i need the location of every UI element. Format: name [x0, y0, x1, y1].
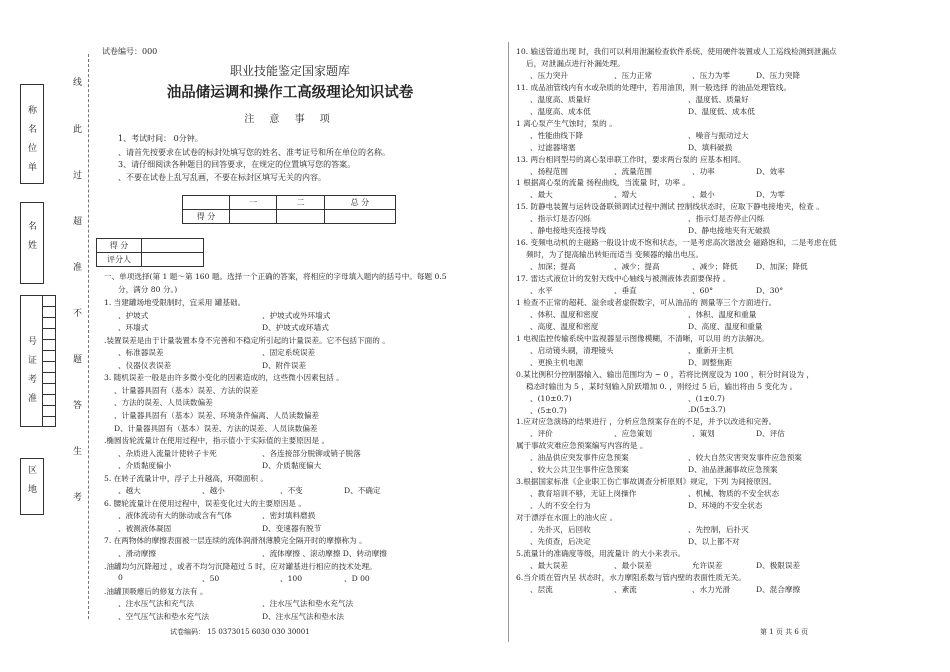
- org-title: 职业技能鉴定国家题库: [229, 64, 350, 78]
- option-b: 、先控制，后扑灭: [688, 525, 749, 534]
- option-b: 、注水压气法和垫水充气法: [262, 599, 354, 609]
- option-a: 、人的不安全行为: [530, 501, 591, 511]
- question-stem: 3.根据国家标准《企业职工伤亡事故调查分析原则》规定，下列 为间接原因。: [516, 477, 777, 487]
- gutter-char: 题: [73, 355, 83, 365]
- option-line: 、方法的误差、人员读数偏差: [114, 398, 213, 408]
- question-stem: 5. 在转子流量计中，浮子上升越高，环隙面积 。: [104, 473, 268, 483]
- option-a: 、(5±0.7): [530, 405, 567, 415]
- option-a: 、更换主机电源: [530, 357, 584, 367]
- question-stem: 1 根据离心泵的流量 扬程曲线，当流量 时，功率 。: [516, 178, 690, 188]
- gutter-char: 生: [73, 447, 83, 457]
- question-stem: 1 离心泵产生气蚀时，泵的 。: [516, 118, 617, 128]
- option-a: 、环墙式: [118, 323, 149, 333]
- exam-id-box: [20, 295, 44, 427]
- option-b: 、应急策划: [614, 429, 652, 439]
- option-d: D、不确定: [344, 486, 381, 496]
- score-row-label: 得 分: [183, 210, 230, 224]
- option-b: D、油品泄漏事故应急预案: [688, 465, 778, 475]
- option-a: 、加深；提高: [530, 262, 576, 272]
- option-b: D、温度低、成本低: [688, 106, 755, 116]
- notice-item: 、请首先按要求在试卷的标封处填写您的姓名、准考证号和所在单位的名称。: [118, 148, 390, 157]
- option-b: D、填料破损: [688, 142, 733, 152]
- option-c: 、100: [280, 574, 303, 584]
- option-a: 、滑动摩擦: [118, 549, 156, 558]
- option-a: 、压力突升: [530, 70, 568, 80]
- question-stem: .装置误差是由于计量装置本身不完善和不稳定所引起的计量误差。它不包括下面的 。: [104, 335, 390, 345]
- question-stem: 16. 变频电动机的主磁路一般设计成不饱和状态，一是考虑高次谐波会 磁路饱和，二是考虑在低: [516, 238, 837, 248]
- option-a: 、扬程范围: [530, 166, 568, 176]
- option-d: D、为零: [756, 190, 785, 200]
- option-d: D、极限误差: [756, 560, 801, 570]
- question-stem: .椭圆齿轮流量计在使用过程中，指示值小于实际值的主要原因是 。: [104, 436, 330, 446]
- section-instruction: 一、单项选择(第 1 题～第 160 题。选择一个正确的答案，将相应的字母填入题内的括号中。每题 0.5: [104, 272, 447, 281]
- option-a: 、空气压气法和垫水充气法: [118, 611, 210, 621]
- option-c: 、不变: [280, 486, 303, 496]
- option-b: 、垂直: [614, 286, 637, 295]
- option-d: 、D 00: [344, 574, 370, 584]
- option-d: D、加深；降低: [756, 262, 808, 272]
- option-line: 、计量器具固有（基本）误差、环境条件偏离、人员读数偏差: [114, 410, 320, 420]
- question-stem: 对于漂浮在水面上的油火应 。: [516, 513, 618, 523]
- option-b: 、噪音与振动过大: [688, 130, 749, 140]
- option-c: 、60°: [692, 286, 714, 295]
- question-stem: 3. 随机误差一般是由许多微小变化的因素造成的，这些微小因素包括 。: [104, 373, 344, 383]
- option-b: D、附件误差: [262, 360, 307, 370]
- option-a: 、被测液体凝固: [118, 523, 172, 533]
- option-b: D、以上都不对: [688, 536, 740, 546]
- option-b: 、50: [202, 574, 220, 584]
- question-stem: 1 检查不正常的超耗、溢余或者虚假数字，可从油品的 测量等三个方面进行。: [516, 297, 777, 307]
- option-a: 、最大: [530, 190, 553, 200]
- question-stem: .油罐顶吸瘪后的修复方法有 。: [104, 586, 208, 596]
- option-b: D、高度、温度和重量: [688, 321, 763, 331]
- grader-table: [96, 238, 204, 267]
- option-b: 、护坡式或外环墙式: [262, 310, 331, 320]
- option-b: 、重新开主机: [688, 345, 734, 355]
- question-stem: 11. 成品油管线内有水或杂质的处理中，若用油顶，则一般选择 的油品处理管线。: [516, 82, 792, 92]
- notice-item: 1、考试时间： 0分钟。: [118, 134, 203, 143]
- option-a: 、护坡式: [118, 310, 149, 320]
- option-b: D、护坡式或环墙式: [262, 323, 329, 333]
- option-d: D、压力突降: [756, 70, 801, 80]
- name-box: [20, 202, 44, 284]
- question-stem: 1. 当建罐场地受限制时，宜采用 罐基础。: [104, 298, 246, 307]
- score-cell: [324, 210, 395, 224]
- option-b: D、注水压气法和垫水法: [262, 611, 345, 621]
- gutter-char: 准: [73, 263, 83, 273]
- option-a: 、油品供应突发事件应急预案: [530, 453, 629, 463]
- page-number: 第 1 页 共 6 页: [760, 628, 809, 636]
- exam-id-label: 号证考准: [26, 336, 36, 412]
- option-b: 、温度低、质量好: [688, 94, 749, 104]
- option-a: 、评价: [530, 429, 553, 439]
- option-a: 、越大: [118, 486, 141, 496]
- question-stem: 7. 在两物体的摩擦表面被一层连续的流体润滑剂薄膜完全隔开时的摩擦称为 。: [104, 536, 367, 546]
- name-label: 名姓: [26, 221, 36, 259]
- question-stem: 15. 防静电装置与运转设备联锁调试过程中测试 控制线状态时，应取下静电接地夹，检查 。: [516, 202, 824, 212]
- option-a: 、标准器误差: [118, 348, 164, 358]
- notice-title: 注 意 事 项: [244, 114, 336, 125]
- option-a: 、教育培训不够，无证上岗操作: [530, 489, 637, 499]
- binding-dashed-line: [88, 54, 89, 619]
- option-d: D、评估: [756, 429, 785, 439]
- option-a: 、先侦查，后决定: [530, 536, 591, 546]
- question-stem: .油罐均匀沉降超过 ，或者不均匀沉降超过 5 时，应对罐基进行相应的技术处理。: [104, 561, 377, 571]
- question-stem: 13. 两台相同型号的离心泵串联工作时，要求两台泵的 应基本相同。: [516, 154, 746, 164]
- option-c: 、最小: [692, 190, 715, 200]
- footer-code: 试卷编码： 15 0373015 6030 030 30001: [170, 628, 310, 636]
- option-a: 、指示灯是否闪烁: [530, 214, 591, 224]
- option-a: 、层流: [530, 584, 553, 594]
- score-cell: [277, 210, 324, 224]
- grader-label: 评分人: [97, 253, 142, 267]
- notice-item: 3、请仔细阅读各种题目的回答要求，在规定的位置填写您的答案。: [118, 160, 356, 169]
- question-stem: 属于事故灾难应急预案编写内容的是 。: [516, 441, 648, 451]
- option-a: 、介质黏度偏小: [118, 461, 172, 471]
- score-header-cell: 二: [277, 196, 324, 210]
- question-stem: 10. 输送管道出现 时，我们可以利用泄漏检查软件系统、使用硬件装置或人工巡线检测到泄漏点: [516, 47, 837, 56]
- option-c: 、水力光滑: [692, 584, 730, 594]
- option-a: 、注水压气法和充气法: [118, 599, 194, 609]
- score-table: [182, 195, 396, 224]
- region-box: [20, 458, 44, 515]
- option-b: 、最小误差: [614, 560, 652, 570]
- option-a: 、性能曲线下降: [530, 130, 584, 140]
- gutter-char: 超: [73, 217, 83, 227]
- option-b: 、体积、温度和重量: [688, 309, 757, 319]
- option-a: 、静电接地夹连接导线: [530, 226, 606, 236]
- option-a: 、最大误差: [530, 560, 568, 570]
- option-b: 、固定系统误差: [262, 348, 316, 358]
- question-stem: 1 电视监控传输系统中监视器显示图像模糊，不清晰，可以用 的方法解决。: [516, 333, 769, 343]
- option-b: 、各连接部分脱铆或销子脱落: [262, 448, 361, 458]
- exam-code: 试卷编号：000: [102, 47, 158, 56]
- option-b: 、较大自然灾害突发事件应急预案: [688, 453, 802, 463]
- option-b: D、介质黏度偏大: [262, 461, 322, 471]
- option-a: 、启动镜头刷，清理镜头: [530, 345, 614, 355]
- gutter-char: 不: [73, 309, 83, 319]
- option-b: 、越小: [202, 486, 225, 496]
- gutter-char: 过: [73, 171, 83, 181]
- score-cell: [230, 210, 277, 224]
- option-c: 、功率: [692, 166, 715, 176]
- option-b: 、紊流: [614, 584, 637, 594]
- region-label: 区地: [26, 465, 36, 503]
- question-stem: 5.流量计的准确度等级，用流量计 的大小来表示。: [516, 548, 686, 558]
- option-c: 允许误差: [692, 560, 723, 570]
- gutter-char: 线: [73, 78, 83, 88]
- option-line: 、计量器具固有（基本）误差、方法的误差: [114, 385, 259, 395]
- option-b: .D(5±3.7): [688, 404, 726, 414]
- score-header-cell: 一: [230, 196, 277, 210]
- option-a: 、较大公共卫生事件应急预案: [530, 465, 629, 475]
- question-stem: 0.某比例积分控制器输入、输出范围均为 ~ 0 ，若将比例度设为 100 ，积分时间设为 ，: [516, 369, 815, 379]
- page-title: 油品储运调和操作工高级理论知识试卷: [166, 85, 414, 101]
- option-c: 、减少；降低: [692, 262, 738, 272]
- option-b: 、流体摩擦 、滚动摩擦 D、转动摩擦: [262, 549, 387, 558]
- exam-id-grid: [42, 295, 56, 427]
- option-a: 、液体流动有大的脉动或含有气体: [118, 511, 232, 521]
- grader-label: 得 分: [97, 239, 142, 253]
- grader-cell: [142, 239, 204, 253]
- option-d: D、30°: [756, 286, 784, 295]
- option-d: D、效率: [756, 166, 785, 176]
- option-c: 、策划: [692, 429, 715, 439]
- unit-name-box: [20, 84, 44, 184]
- gutter-char: 答: [73, 401, 83, 411]
- option-a: 、高度、温度和密度: [530, 321, 599, 331]
- question-stem: 6. 腰轮流量计在使用过程中，误差变化过大的主要原因是 。: [104, 498, 306, 508]
- option-a: 、体积、温度和密度: [530, 309, 599, 319]
- option-a: 、水平: [530, 286, 553, 295]
- option-line: 后，对泄漏点进行补漏处理。: [526, 58, 625, 68]
- option-b: D、静电接地夹有无破损: [688, 226, 771, 236]
- notice-item: 、不要在试卷上乱写乱画，不要在标封区填写无关的内容。: [118, 173, 326, 182]
- option-a: 、温度高、成本低: [530, 106, 591, 116]
- option-a: 、杂质进入流量计使转子卡死: [118, 448, 217, 458]
- score-header-cell: 总 分: [324, 196, 395, 210]
- option-b: 、压力正常: [614, 70, 652, 80]
- option-a: 、温度高、质量好: [530, 94, 591, 104]
- gutter-char: 考: [73, 493, 83, 503]
- option-a: 、先扑灭，后回收: [530, 525, 591, 534]
- question-stem: 1.应对应急演练的结果进行 ，分析应急预案存在的不足，并予以改进和完善。: [516, 417, 777, 427]
- question-stem: 6.当介质在管内呈 状态时，水力摩阻系数与管内壁的表面性质无关。: [516, 572, 746, 582]
- option-b: 、(1±0.7): [688, 393, 725, 403]
- option-c: 、压力为零: [692, 70, 730, 80]
- option-b: D、环境的不安全状态: [688, 501, 763, 511]
- option-b: 、密封填料磨损: [262, 511, 316, 521]
- column-divider: [508, 42, 509, 642]
- question-stem: 17. 雷达式液位计的发射天线中心轴线与被测液体表面要保持 。: [516, 274, 731, 284]
- option-b: 、减少；提高: [614, 262, 660, 272]
- option-a: 、仪器仪表误差: [118, 360, 172, 370]
- option-b: 、机械、物质的不安全状态: [688, 489, 780, 499]
- option-a: 、过滤器堵塞: [530, 142, 576, 152]
- option-line: 频时，为了提高输出转矩而适当 变频器的输出电压。: [526, 250, 704, 260]
- unit-name-label: 称名位单: [26, 105, 36, 181]
- gutter-char: 此: [73, 125, 83, 135]
- option-b: 、增大: [614, 190, 637, 200]
- option-d: D、混合摩擦: [756, 584, 801, 594]
- option-line: 稳态时输出为 5 ，某时刻输入阶跃增加 0. ，则经过 5 后，输出将由 5 变化为 。: [526, 381, 798, 391]
- grader-cell: [142, 253, 204, 267]
- option-b: D、调整焦距: [688, 357, 733, 367]
- option-line: D、计量器具固有（基本）误差、方法的误差、人员读数偏差: [114, 423, 318, 433]
- option-b: 、指示灯是否停止闪烁: [688, 214, 764, 224]
- option-b: D、变速器有脱节: [262, 523, 322, 533]
- option-a: 、(10±0.7): [530, 393, 572, 403]
- section-instruction-cont: 分，满分 80 分。): [118, 285, 178, 294]
- option-a: 0: [118, 573, 123, 583]
- option-b: 、流量范围: [614, 166, 652, 176]
- score-header-cell: [183, 196, 230, 210]
